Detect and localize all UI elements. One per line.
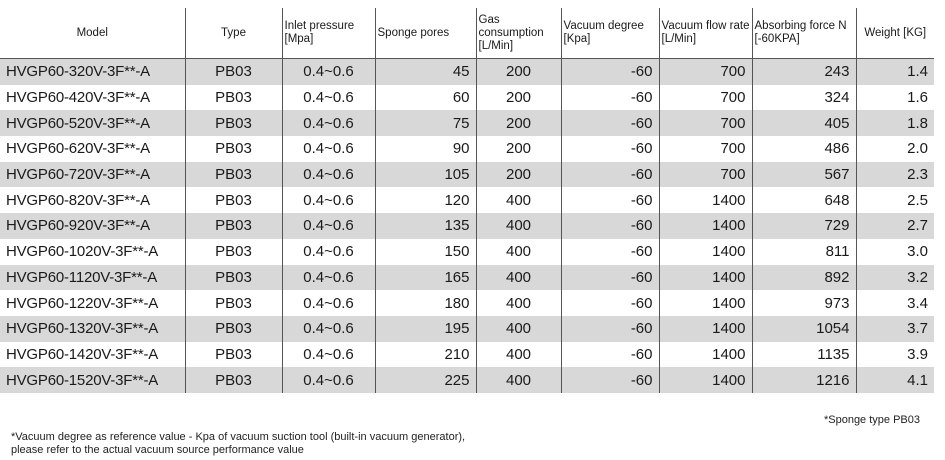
cell-weight: 3.2 bbox=[856, 265, 934, 291]
cell-vacuum-degree: -60 bbox=[561, 136, 659, 162]
vacuum-degree-note bbox=[11, 431, 465, 457]
cell-absorbing-force: 1216 bbox=[752, 367, 856, 393]
header-inlet-pressure: Inlet pressure [Mpa] bbox=[282, 8, 375, 59]
cell-inlet-pressure: 0.4~0.6 bbox=[282, 367, 375, 393]
cell-absorbing-force: 405 bbox=[752, 110, 856, 136]
cell-vacuum-flow-rate: 1400 bbox=[659, 290, 752, 316]
cell-type: PB03 bbox=[185, 187, 282, 213]
cell-type: PB03 bbox=[185, 367, 282, 393]
cell-vacuum-degree: -60 bbox=[561, 239, 659, 265]
cell-type: PB03 bbox=[185, 290, 282, 316]
cell-vacuum-flow-rate: 700 bbox=[659, 162, 752, 188]
cell-absorbing-force: 486 bbox=[752, 136, 856, 162]
table-row bbox=[0, 367, 934, 393]
cell-vacuum-degree: -60 bbox=[561, 367, 659, 393]
header-gas-consumption: Gas consumption [L/Min] bbox=[476, 8, 561, 59]
cell-weight: 2.3 bbox=[856, 162, 934, 188]
cell-absorbing-force: 892 bbox=[752, 265, 856, 291]
table-row bbox=[0, 265, 934, 291]
cell-type: PB03 bbox=[185, 162, 282, 188]
spec-table bbox=[0, 8, 934, 393]
cell-vacuum-degree: -60 bbox=[561, 265, 659, 291]
cell-vacuum-flow-rate: 1400 bbox=[659, 239, 752, 265]
cell-sponge-pores: 180 bbox=[375, 290, 476, 316]
table-row bbox=[0, 290, 934, 316]
cell-vacuum-degree: -60 bbox=[561, 187, 659, 213]
cell-weight: 2.5 bbox=[856, 187, 934, 213]
cell-type: PB03 bbox=[185, 110, 282, 136]
cell-sponge-pores: 225 bbox=[375, 367, 476, 393]
cell-sponge-pores: 120 bbox=[375, 187, 476, 213]
cell-gas-consumption: 400 bbox=[476, 265, 561, 291]
header-type: Type bbox=[185, 8, 282, 59]
cell-vacuum-degree: -60 bbox=[561, 59, 659, 85]
cell-absorbing-force: 648 bbox=[752, 187, 856, 213]
cell-vacuum-flow-rate: 1400 bbox=[659, 265, 752, 291]
cell-inlet-pressure: 0.4~0.6 bbox=[282, 162, 375, 188]
table-body bbox=[0, 59, 934, 393]
cell-inlet-pressure: 0.4~0.6 bbox=[282, 342, 375, 368]
cell-weight: 3.7 bbox=[856, 316, 934, 342]
cell-vacuum-degree: -60 bbox=[561, 213, 659, 239]
cell-vacuum-flow-rate: 1400 bbox=[659, 342, 752, 368]
cell-inlet-pressure: 0.4~0.6 bbox=[282, 136, 375, 162]
cell-sponge-pores: 45 bbox=[375, 59, 476, 85]
cell-gas-consumption: 400 bbox=[476, 316, 561, 342]
cell-type: PB03 bbox=[185, 316, 282, 342]
cell-sponge-pores: 135 bbox=[375, 213, 476, 239]
cell-model: HVGP60-320V-3F**-A bbox=[0, 59, 185, 85]
cell-absorbing-force: 243 bbox=[752, 59, 856, 85]
cell-sponge-pores: 60 bbox=[375, 85, 476, 111]
cell-sponge-pores: 165 bbox=[375, 265, 476, 291]
cell-type: PB03 bbox=[185, 85, 282, 111]
table-row bbox=[0, 162, 934, 188]
cell-type: PB03 bbox=[185, 342, 282, 368]
cell-type: PB03 bbox=[185, 213, 282, 239]
cell-model: HVGP60-820V-3F**-A bbox=[6, 191, 150, 209]
cell-gas-consumption: 200 bbox=[476, 59, 561, 85]
cell-weight: 1.6 bbox=[856, 85, 934, 111]
header-absorbing-force: Absorbing force N [-60KPA] bbox=[752, 8, 856, 59]
cell-model: HVGP60-1220V-3F**-A bbox=[6, 294, 159, 312]
header-vacuum-flow-rate: Vacuum flow rate [L/Min] bbox=[659, 8, 752, 59]
cell-sponge-pores: 75 bbox=[375, 110, 476, 136]
cell-inlet-pressure: 0.4~0.6 bbox=[282, 290, 375, 316]
cell-vacuum-flow-rate: 700 bbox=[659, 59, 752, 85]
cell-vacuum-flow-rate: 700 bbox=[659, 110, 752, 136]
cell-inlet-pressure: 0.4~0.6 bbox=[282, 316, 375, 342]
cell-model: HVGP60-720V-3F**-A bbox=[0, 162, 185, 188]
cell-sponge-pores: 105 bbox=[375, 162, 476, 188]
cell-model: HVGP60-420V-3F**-A bbox=[6, 89, 150, 107]
table-row bbox=[0, 85, 934, 111]
header-sponge-pores: Sponge pores bbox=[375, 8, 476, 59]
cell-weight: 1.8 bbox=[856, 110, 934, 136]
sponge-type-note: *Sponge type PB03 bbox=[823, 414, 920, 426]
table-row bbox=[0, 59, 934, 85]
table-row bbox=[0, 110, 934, 136]
table-row bbox=[0, 342, 934, 368]
cell-absorbing-force: 1135 bbox=[752, 342, 856, 368]
cell-absorbing-force: 811 bbox=[752, 239, 856, 265]
cell-vacuum-flow-rate: 700 bbox=[659, 136, 752, 162]
cell-vacuum-flow-rate: 1400 bbox=[659, 316, 752, 342]
header-row bbox=[0, 8, 934, 59]
cell-gas-consumption: 400 bbox=[476, 342, 561, 368]
cell-inlet-pressure: 0.4~0.6 bbox=[282, 265, 375, 291]
cell-type: PB03 bbox=[185, 59, 282, 85]
cell-weight: 3.4 bbox=[856, 290, 934, 316]
cell-vacuum-degree: -60 bbox=[561, 85, 659, 111]
cell-weight: 3.0 bbox=[856, 239, 934, 265]
cell-vacuum-degree: -60 bbox=[561, 162, 659, 188]
table-row bbox=[0, 239, 934, 265]
cell-model: HVGP60-520V-3F**-A bbox=[0, 110, 185, 136]
cell-gas-consumption: 400 bbox=[476, 239, 561, 265]
cell-gas-consumption: 200 bbox=[476, 136, 561, 162]
table-row bbox=[0, 136, 934, 162]
cell-inlet-pressure: 0.4~0.6 bbox=[282, 85, 375, 111]
cell-weight: 1.4 bbox=[856, 59, 934, 85]
cell-vacuum-degree: -60 bbox=[561, 342, 659, 368]
cell-gas-consumption: 400 bbox=[476, 290, 561, 316]
cell-weight: 2.0 bbox=[856, 136, 934, 162]
vacuum-note-line-2: please refer to the actual vacuum source performance value bbox=[11, 444, 304, 456]
cell-inlet-pressure: 0.4~0.6 bbox=[282, 59, 375, 85]
cell-weight: 2.7 bbox=[856, 213, 934, 239]
cell-vacuum-flow-rate: 1400 bbox=[659, 367, 752, 393]
cell-weight: 3.9 bbox=[856, 342, 934, 368]
cell-inlet-pressure: 0.4~0.6 bbox=[282, 239, 375, 265]
cell-absorbing-force: 1054 bbox=[752, 316, 856, 342]
cell-model: HVGP60-1120V-3F**-A bbox=[0, 265, 185, 291]
cell-inlet-pressure: 0.4~0.6 bbox=[282, 187, 375, 213]
cell-type: PB03 bbox=[185, 239, 282, 265]
cell-inlet-pressure: 0.4~0.6 bbox=[282, 110, 375, 136]
cell-inlet-pressure: 0.4~0.6 bbox=[282, 213, 375, 239]
cell-gas-consumption: 200 bbox=[476, 162, 561, 188]
header-vacuum-degree: Vacuum degree [Kpa] bbox=[561, 8, 659, 59]
cell-absorbing-force: 567 bbox=[752, 162, 856, 188]
cell-absorbing-force: 729 bbox=[752, 213, 856, 239]
cell-model: HVGP60-1320V-3F**-A bbox=[0, 316, 185, 342]
header-weight: Weight [KG] bbox=[856, 8, 934, 59]
cell-type: PB03 bbox=[185, 265, 282, 291]
cell-model: HVGP60-1420V-3F**-A bbox=[6, 345, 159, 363]
cell-vacuum-degree: -60 bbox=[561, 316, 659, 342]
cell-gas-consumption: 400 bbox=[476, 213, 561, 239]
cell-model: HVGP60-1020V-3F**-A bbox=[6, 243, 159, 261]
cell-sponge-pores: 90 bbox=[375, 136, 476, 162]
cell-gas-consumption: 200 bbox=[476, 110, 561, 136]
cell-absorbing-force: 324 bbox=[752, 85, 856, 111]
cell-sponge-pores: 210 bbox=[375, 342, 476, 368]
cell-vacuum-flow-rate: 1400 bbox=[659, 213, 752, 239]
cell-gas-consumption: 200 bbox=[476, 85, 561, 111]
cell-vacuum-degree: -60 bbox=[561, 290, 659, 316]
table-row bbox=[0, 187, 934, 213]
cell-type: PB03 bbox=[185, 136, 282, 162]
cell-sponge-pores: 195 bbox=[375, 316, 476, 342]
cell-gas-consumption: 400 bbox=[476, 187, 561, 213]
cell-vacuum-flow-rate: 1400 bbox=[659, 187, 752, 213]
header-model: Model bbox=[0, 8, 185, 59]
cell-gas-consumption: 400 bbox=[476, 367, 561, 393]
cell-vacuum-degree: -60 bbox=[561, 110, 659, 136]
cell-model: HVGP60-1520V-3F**-A bbox=[0, 367, 185, 393]
table-row bbox=[0, 316, 934, 342]
cell-weight: 4.1 bbox=[856, 367, 934, 393]
cell-absorbing-force: 973 bbox=[752, 290, 856, 316]
cell-model: HVGP60-920V-3F**-A bbox=[0, 213, 185, 239]
table-row bbox=[0, 213, 934, 239]
vacuum-note-line-1: *Vacuum degree as reference value - Kpa of vacuum suction tool (built-in vacuum generator), bbox=[11, 431, 466, 443]
cell-vacuum-flow-rate: 700 bbox=[659, 85, 752, 111]
cell-model: HVGP60-620V-3F**-A bbox=[6, 140, 150, 158]
cell-sponge-pores: 150 bbox=[375, 239, 476, 265]
